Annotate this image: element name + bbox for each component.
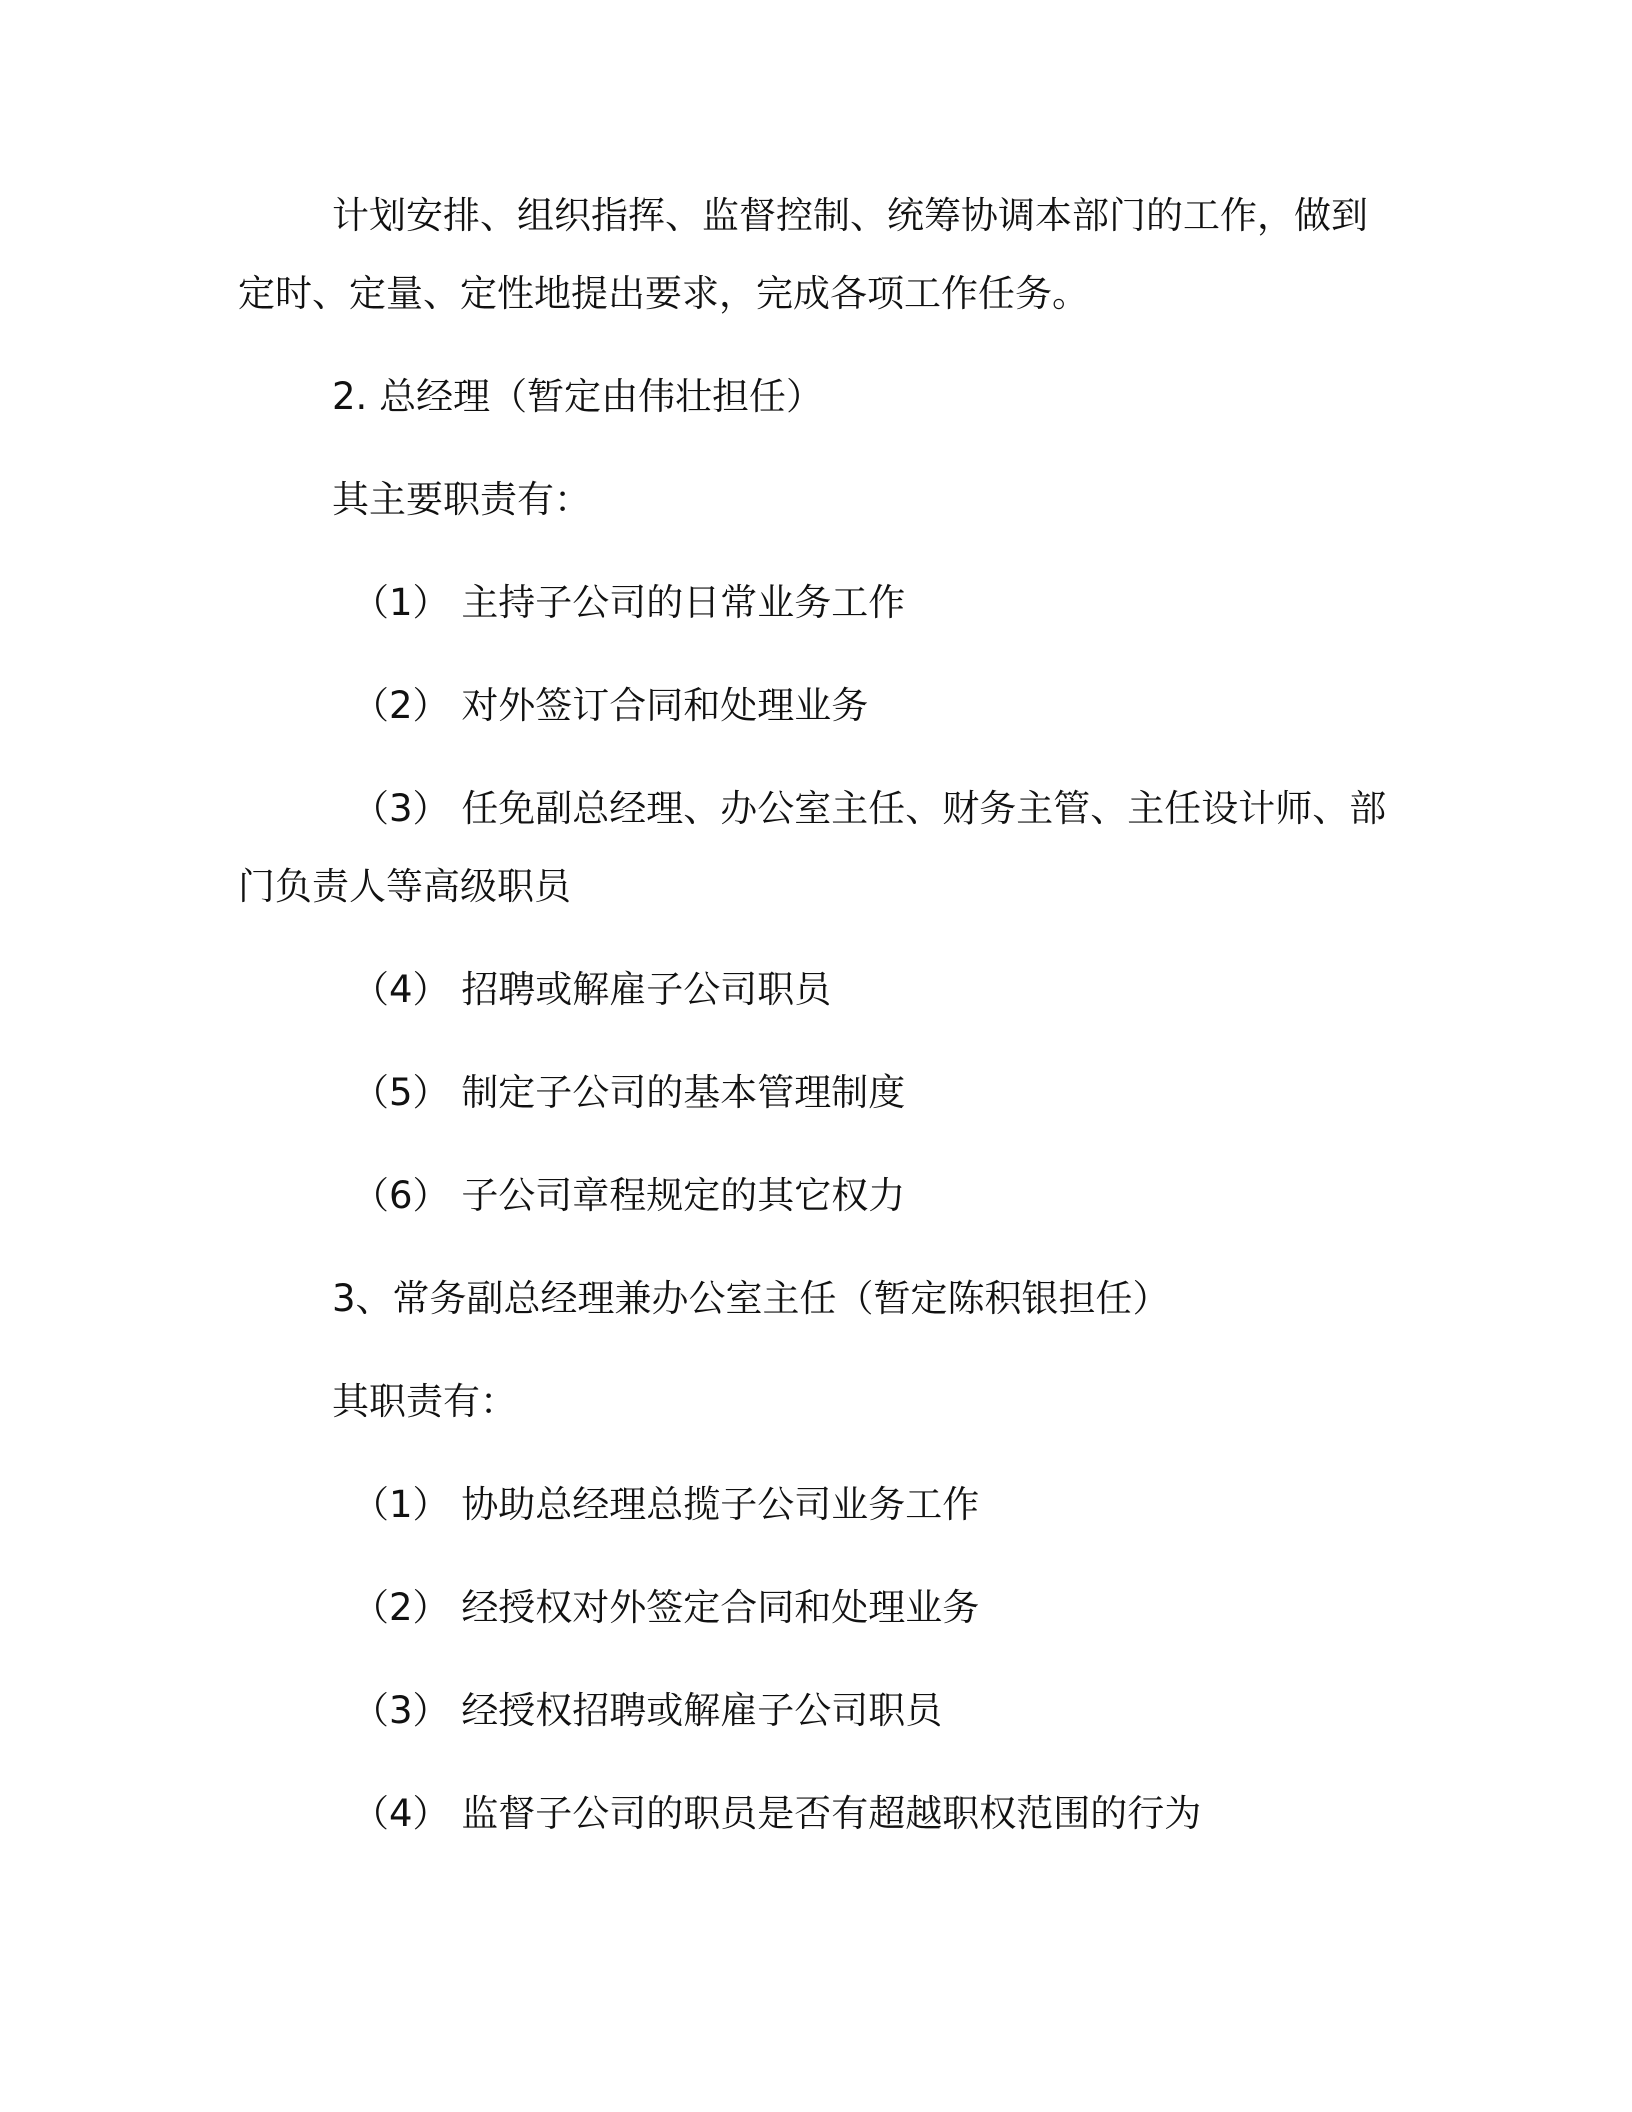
list-item-text: 经授权招聘或解雇子公司职员 (461, 1689, 943, 1732)
list-item-number: （6） (352, 1174, 450, 1217)
section-heading (332, 375, 823, 419)
list-item-continuation (238, 865, 571, 909)
list-item-number: （2） (352, 1586, 450, 1629)
list-item-number: （5） (352, 1071, 450, 1114)
list-item-text: 招聘或解雇子公司职员 (461, 968, 832, 1011)
list-item-number: （3） (352, 787, 450, 830)
paragraph-line (332, 194, 1368, 238)
list-item-text: 经授权对外签定合同和处理业务 (461, 1586, 980, 1629)
list-item-text: 主持子公司的日常业务工作 (461, 581, 906, 624)
paragraph-text: 定时、定量、定性地提出要求，完成各项工作任务。 (238, 272, 1089, 315)
list-item-text: 监督子公司的职员是否有超越职权范围的行为 (461, 1792, 1202, 1835)
list-item-text: 子公司章程规定的其它权力 (461, 1174, 906, 1217)
list-item (352, 684, 868, 728)
list-item-text: 任免副总经理、办公室主任、财务主管、主任设计师、部 (461, 787, 1387, 830)
list-item (352, 1792, 1201, 1836)
list-item-text: 制定子公司的基本管理制度 (461, 1071, 906, 1114)
list-item-number: （4） (352, 1792, 450, 1835)
list-item (352, 581, 905, 625)
section-intro-text: 其职责有： (332, 1380, 517, 1423)
list-item-number: （4） (352, 968, 450, 1011)
list-item (352, 1071, 905, 1115)
list-item (352, 1689, 942, 1733)
list-item (352, 968, 831, 1012)
list-item-text: 协助总经理总揽子公司业务工作 (461, 1483, 980, 1526)
section-intro-text: 其主要职责有： (332, 478, 591, 521)
section-intro (332, 1380, 517, 1424)
section-heading (332, 1277, 1170, 1321)
list-item (352, 1174, 905, 1218)
list-item-number: （2） (352, 684, 450, 727)
section-intro (332, 478, 591, 522)
section-heading-text: 2. 总经理（暂定由伟壮担任） (332, 375, 824, 418)
list-item-text: 对外签订合同和处理业务 (461, 684, 869, 727)
list-item-number: （1） (352, 581, 450, 624)
list-item (352, 1483, 979, 1527)
list-item (352, 787, 1386, 831)
list-item-number: （1） (352, 1483, 450, 1526)
section-heading-text: 3、常务副总经理兼办公室主任（暂定陈积银担任） (332, 1277, 1170, 1320)
paragraph-line (238, 272, 1089, 316)
list-item (352, 1586, 979, 1630)
list-item-number: （3） (352, 1689, 450, 1732)
list-item-text: 门负责人等高级职员 (238, 865, 571, 908)
paragraph-text: 计划安排、组织指挥、监督控制、统筹协调本部门的工作，做到 (332, 194, 1368, 237)
